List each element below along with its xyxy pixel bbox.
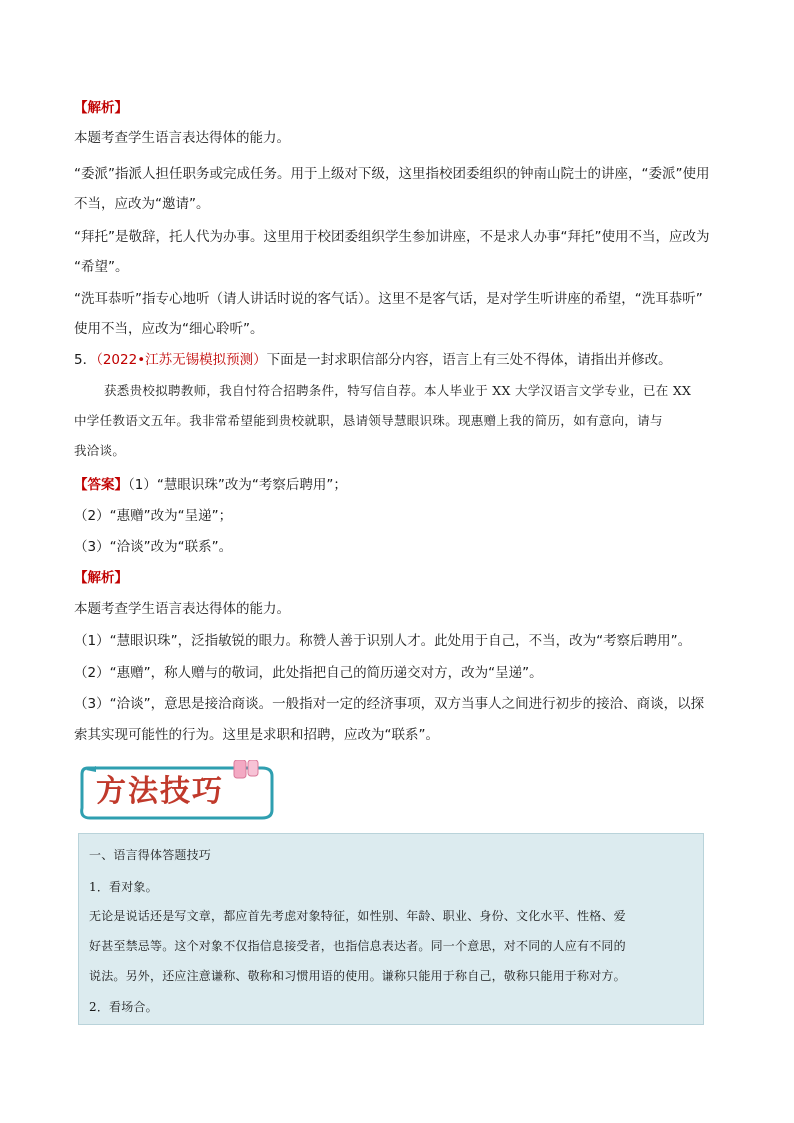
answer-heading: 【答案】 [74, 477, 128, 493]
analysis-line: “希望”。 [74, 259, 129, 275]
tips-line: 无论是说话还是写文章，都应首先考虑对象特征，如性别、年龄、职业、身份、文化水平、性格、爱 [89, 909, 626, 923]
analysis-line: （2）“惠赠”，称人赠与的敬词，此处指把自己的简历递交对方，改为“呈递”。 [74, 665, 543, 681]
analysis-line: 本题考查学生语言表达得体的能力。 [74, 130, 290, 146]
analysis-line: （3）“洽谈”，意思是接洽商谈。一般指对一定的经济事项，双方当事人之间进行初步的接洽、商谈，以探 [74, 696, 705, 712]
analysis-line: 索其实现可能性的行为。这里是求职和招聘，应改为“联系”。 [74, 727, 439, 743]
letter-line: 获悉贵校拟聘教师，我自忖符合招聘条件，特写信自荐。本人毕业于 XX 大学汉语言文学专业，已在 XX [104, 383, 692, 398]
question-prompt: 下面是一封求职信部分内容，语言上有三处不得体，请指出并修改。 [266, 352, 672, 368]
analysis-line: 使用不当，应改为“细心聆听”。 [74, 321, 264, 337]
tips-heading: 一、语言得体答题技巧 [89, 848, 212, 862]
tips-line: 2．看场合。 [89, 1000, 158, 1014]
letter-line: 我洽谈。 [74, 443, 126, 458]
tips-box [78, 833, 704, 1025]
analysis-heading: 【解析】 [74, 570, 128, 586]
tips-line: 1．看对象。 [89, 880, 158, 894]
analysis-line: （1）“慧眼识珠”，泛指敏锐的眼力。称赞人善于识别人才。此处用于自己，不当，改为“考察后聘用”。 [74, 633, 692, 649]
question-source: （2022•江苏无锡模拟预测） [96, 352, 267, 368]
question-5 [74, 350, 724, 370]
analysis-line: “拜托”是敬辞，托人代为办事。这里用于校团委组织学生参加讲座，不是求人办事“拜托”使用不当，应改为 [74, 229, 710, 245]
question-number: 5． [74, 352, 97, 368]
analysis-line: 本题考查学生语言表达得体的能力。 [74, 601, 290, 617]
letter-line: 中学任教语文五年。我非常希望能到贵校就职，恳请领导慧眼识珠。现惠赠上我的简历，如有意向，请与 [74, 413, 663, 428]
answer-line: 【答案】（1）“慧眼识珠”改为“考察后聘用”； [74, 477, 347, 493]
method-banner [76, 760, 276, 822]
tips-line: 说法。另外，还应注意谦称、敬称和习惯用语的使用。谦称只能用于称自己，敬称只能用于称对方。 [89, 969, 626, 983]
analysis-line: “委派”指派人担任职务或完成任务。用于上级对下级，这里指校团委组织的钟南山院士的讲座，“委派”使用 [74, 166, 710, 182]
banner-title: 方法技巧 [96, 774, 224, 809]
analysis-heading: 【解析】 [74, 100, 128, 116]
answer-line: （2）“惠赠”改为“呈递”； [74, 508, 233, 524]
analysis-line: “洗耳恭听”指专心地听（请人讲话时说的客气话）。这里不是客气话，是对学生听讲座的希望，“洗耳恭听” [74, 291, 703, 307]
answer-line: （3）“洽谈”改为“联系”。 [74, 539, 233, 555]
tips-line: 好甚至禁忌等。这个对象不仅指信息接受者，也指信息表达者。同一个意思，对不同的人应有不同的 [89, 939, 626, 953]
analysis-line: 不当，应改为“邀请”。 [74, 196, 210, 212]
